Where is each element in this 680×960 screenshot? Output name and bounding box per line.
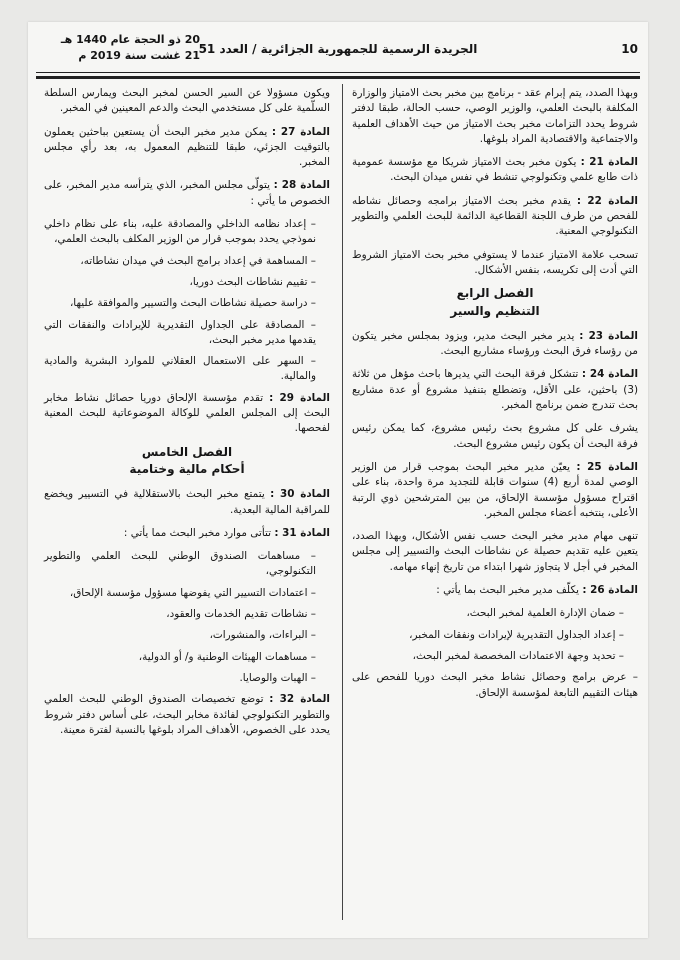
article-28-label: المادة 28 : — [273, 179, 330, 192]
page-number: 10 — [621, 42, 638, 56]
date-hijri: 20 ذو الحجة عام 1440 هـ — [60, 33, 200, 46]
article-24-text: تتشكل فرقة البحث التي يديرها باحث مؤهل من ثلاثة (3) باحثين، على الأقل، وتضطلع بتنفيذ مشروع أو عدة مشاريع بحث تندرج ضمن برنامج المخبر. — [352, 368, 638, 412]
paragraph-responsible: ويكون مسؤولا عن السير الحسن لمخبر البحث ويمارس السلطة السلّمية على كل مستخدمي البحث والدعم المعينين في المخبر. — [44, 87, 330, 115]
article-25-text: يعيّن مدير مخبر البحث بموجب قرار من الوزير الوصي لمدة أربع (4) سنوات قابلة للتجديد مرة واحدة، بناء على اقتراح مسؤول مؤسسة الإلحاق، من بين المترشحين ذوي الرتبة الأعلى، ينتخبه أعضاء مجلس المخبر. — [352, 460, 639, 519]
article-31 — [44, 526, 330, 541]
article-21-text: يكون مخبر بحث الامتياز شريكا مع مؤسسة عمومية ذات طابع علمي وتكنولوجي تنشط في نفس ميدان البحث. — [352, 156, 638, 184]
list-item: – الهبات والوصايا. — [239, 671, 316, 684]
article-32-label: المادة 32 : — [269, 693, 330, 706]
list-item: – البراءات، والمنشورات، — [209, 629, 316, 642]
article-23 — [352, 329, 638, 360]
article-29 — [44, 391, 330, 437]
chapter-5-subtitle: أحكام مالية وختامية — [129, 461, 245, 476]
article-26-text: يكلّف مدير مخبر البحث بما يأتي : — [436, 584, 580, 597]
article-23-text: يدير مخبر البحث مدير، ويزود بمجلس مخبر يتكون من رؤساء فرق البحث ورؤساء مشاريع البحث. — [352, 329, 638, 358]
list-item: – ضمان الإدارة العلمية لمخبر البحث، — [466, 607, 624, 620]
article-28-text: يتولّى مجلس المخبر، الذي يترأسه مدير المخبر، على الخصوص ما يأتي : — [44, 179, 330, 207]
paragraph-supervise: يشرف على كل مشروع بحث رئيس مشروع، كما يمكن رئيس فرقة البحث أن يكون رئيس مشروع البحث. — [352, 422, 638, 450]
list-item: – المساهمة في إعداد برامج البحث في ميدان نشاطاته، — [80, 254, 316, 267]
article-21 — [352, 155, 638, 186]
column-divider — [342, 84, 343, 920]
list-item: – إعداد الجداول التقديرية لإيرادات ونفقات المخبر، — [409, 628, 624, 641]
article-30 — [44, 487, 330, 518]
article-31-text: تتأتى موارد مخبر البحث مما يأتي : — [123, 526, 272, 539]
date-gregorian: 21 غشت سنة 2019 م — [78, 49, 200, 62]
article-24-label: المادة 24 : — [581, 368, 639, 381]
article-26 — [352, 583, 638, 598]
gazette-title: الجريدة الرسمية للجمهورية الجزائرية / العدد 51 — [198, 42, 478, 56]
chapter-4-title: الفصل الرابع — [456, 286, 534, 301]
article-25 — [352, 460, 638, 521]
header-rule-thin — [36, 72, 640, 73]
list-item: – تحديد وجهة الاعتمادات المخصصة لمخبر البحث، — [412, 649, 624, 662]
list-item: – مساهمات الهيئات الوطنية و/ أو الدولية، — [138, 650, 316, 663]
list-item: – عرض برامج وحصائل نشاط مخبر البحث دوريا للفحص على هيئات التقييم التابعة لمؤسسة الإلحاق. — [352, 671, 638, 699]
article-22 — [352, 194, 638, 240]
page-header — [32, 30, 644, 74]
chapter-4-subtitle: التنظيم والسير — [450, 303, 540, 318]
list-item: – تقييم نشاطات البحث دوريا، — [189, 275, 316, 288]
list-item: – نشاطات تقديم الخدمات والعقود، — [166, 608, 316, 621]
article-25-label: المادة 25 : — [576, 460, 638, 473]
article-30-label: المادة 30 : — [270, 488, 330, 501]
list-item: – إعداد نظامه الداخلي والمصادقة عليه، بناء على نظام داخلي نموذجي يحدد بموجب قرار من الوزير المكلف بالبحث العلمي، — [44, 218, 316, 246]
article-29-text: تقدم مؤسسة الإلحاق دوريا حصائل نشاط مخابر البحث إلى المجلس العلمي للوكالة الموضوعاتية للبحث المعنية لفحصها. — [44, 391, 330, 435]
left-column — [44, 86, 330, 746]
list-item: – دراسة حصيلة نشاطات البحث والتسيير والموافقة عليها، — [69, 297, 316, 310]
article-23-label: المادة 23 : — [579, 329, 638, 342]
chapter-5-title: الفصل الخامس — [141, 444, 233, 459]
paragraph-contract: وبهذا الصدد، يتم إبرام عقد - برنامج بين مخبر بحث الامتياز والوزارة المكلفة بالبحث العلمي، والوزير الوصي، حسب الحالة، طبقا لدفتر شروط يحدد التزامات مخبر بحث الامتياز من حيث الأهداف العلمية والاجتماعية والاقتصادية المراد بلوغها. — [352, 87, 638, 145]
header-rule-thick — [36, 76, 640, 79]
article-32-text: توضع تخصيصات الصندوق الوطني للبحث العلمي والتطوير التكنولوجي لفائدة مخابر البحث، على أساس دفتر شروط يحدد على الخصوص، الأهداف المراد بلوغها بالنسبة لفترة معينة. — [44, 693, 330, 736]
right-column — [352, 86, 638, 707]
gazette-page — [28, 22, 648, 938]
list-item: – اعتمادات التسيير التي يفوضها مسؤول مؤسسة الإلحاق، — [69, 586, 316, 599]
article-22-label: المادة 22 : — [576, 194, 638, 207]
article-29-label: المادة 29 : — [269, 391, 330, 404]
list-item: – المصادقة على الجداول التقديرية للإيرادات والنفقات التي يقدمها مدير مخبر البحث، — [44, 318, 316, 346]
article-27-label: المادة 27 : — [271, 125, 330, 138]
list-item: – مساهمات الصندوق الوطني للبحث العلمي والتطوير التكنولوجي، — [44, 550, 316, 578]
article-28 — [44, 178, 330, 209]
article-22-text: يقدم مخبر بحث الامتياز برامجه وحصائل نشاطه للفحص من طرف اللجنة القطاعية الدائمة للبحث العلمي والتطوير التكنولوجي المعنية. — [352, 194, 638, 238]
article-26-label: المادة 26 : — [582, 584, 638, 597]
article-30-text: يتمتع مخبر البحث بالاستقلالية في التسيير ويخضع للمراقبة المالية البعدية. — [44, 488, 330, 516]
article-24 — [352, 367, 638, 413]
article-32 — [44, 692, 330, 738]
issue-date — [40, 32, 200, 64]
paragraph-withdraw: تسحب علامة الامتياز عندما لا يستوفي مخبر بحث الامتياز الشروط التي أدت إلى تكريسه، بنفس الأشكال. — [352, 248, 638, 276]
article-27-text: يمكن مدير مخبر البحث أن يستعين بباحثين يعملون بالتوقيت الجزئي، طبقا للتنظيم المعمول به، بعد رأي مجلس المخبر. — [44, 125, 330, 169]
article-27 — [44, 125, 330, 171]
list-item: – السهر على الاستعمال العقلاني للموارد البشرية والمادية والمالية. — [44, 355, 316, 383]
article-31-label: المادة 31 : — [274, 526, 330, 539]
paragraph-end-duties: تنهى مهام مدير مخبر البحث حسب نفس الأشكال، وبهذا الصدد، يتعين عليه تقديم حصيلة عن نشاطات البحث والتسيير إلى مجلس المخبر في أجل لا يتجاوز شهرا ابتداء من تاريخ إنهاء مهامه. — [352, 530, 638, 573]
article-21-label: المادة 21 : — [580, 156, 638, 169]
